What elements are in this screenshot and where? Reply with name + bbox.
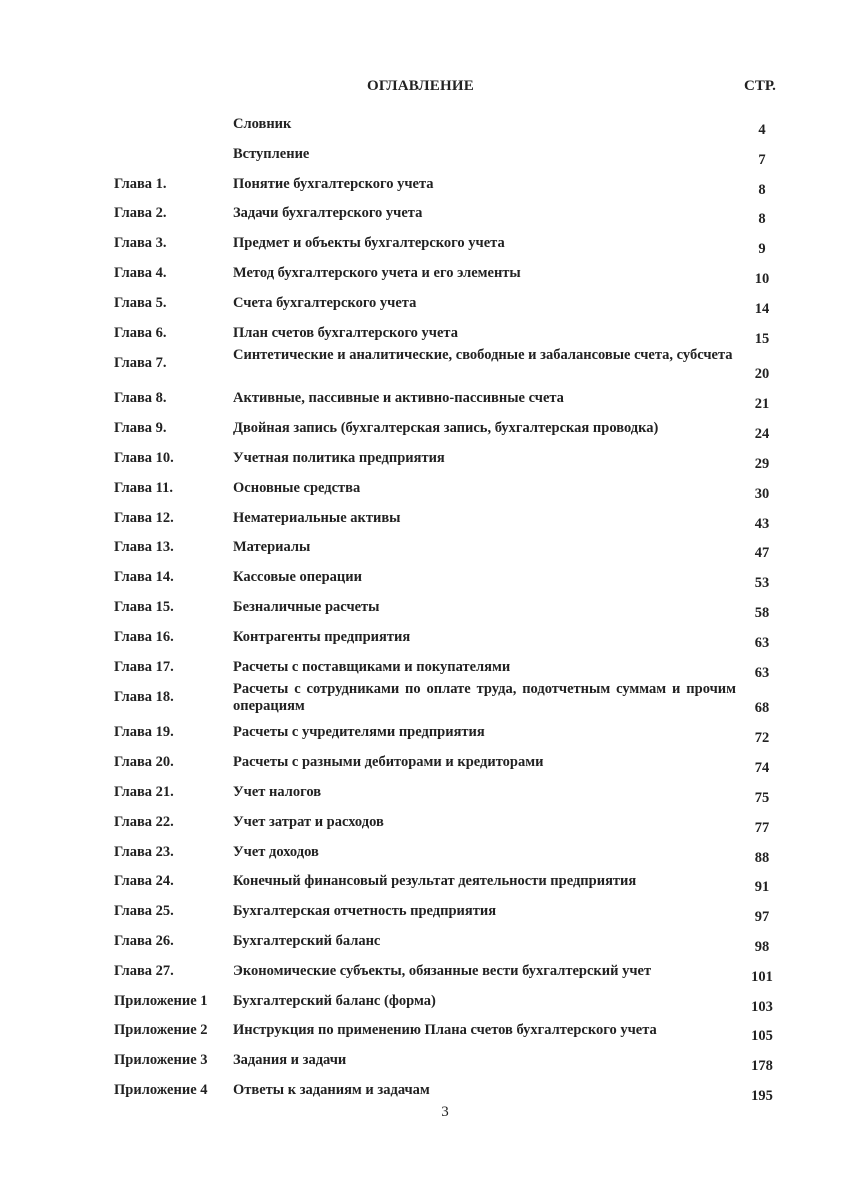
toc-entry [0,987,857,1017]
toc-entry [0,348,857,384]
toc-entry-title: Расчеты с поставщиками и покупателями [233,658,511,675]
toc-entry [0,170,857,200]
toc-entry-title: Бухгалтерский баланс (форма) [233,992,436,1009]
toc-entry-label: Глава 19. [114,724,174,741]
toc-entry-page: 101 [751,968,773,985]
toc-entry-title: Бухгалтерская отчетность предприятия [233,903,497,920]
toc-entry-title: Инструкция по применению Плана счетов бухгалтерского учета [233,1022,657,1039]
toc-entry [0,593,857,623]
toc-entry-page: 195 [751,1087,773,1104]
toc-entry-title: Понятие бухгалтерского учета [233,175,434,192]
toc-entry-page: 63 [754,664,770,681]
toc-entry-title: План счетов бухгалтерского учета [233,324,458,341]
toc-entry-page: 98 [754,938,770,955]
toc-entry-label: Глава 21. [114,783,174,800]
toc-entry-title: Метод бухгалтерского учета и его элементы [233,264,521,281]
toc-entry [0,563,857,593]
toc-entry-label: Глава 7. [114,355,167,372]
toc-entry-page: 29 [754,455,770,472]
toc-entry-page: 7 [758,151,766,168]
toc-entry-title: Кассовые операции [233,569,362,586]
toc-entry-title: Учетная политика предприятия [233,449,445,466]
toc-entry-label: Глава 23. [114,843,174,860]
toc-entry-page: 105 [751,1028,773,1045]
toc-entry-title: Вступление [233,145,310,162]
toc-entry [0,718,857,748]
toc-entry-label: Глава 26. [114,932,174,949]
page-number: 3 [441,1104,449,1120]
toc-entry [0,259,857,289]
toc-entry-page: 75 [754,789,770,806]
toc-entry-page: 8 [758,181,766,198]
toc-entry-page: 10 [754,270,770,287]
toc-entry [0,533,857,563]
toc-entry-label: Глава 1. [114,175,167,192]
toc-entry [0,504,857,534]
toc-entry [0,229,857,259]
toc-entry-title: Двойная запись (бухгалтерская запись, бухгалтерская проводка) [233,420,659,437]
toc-entry-title: Расчеты с разными дебиторами и кредиторами [233,754,544,771]
toc-entry [0,897,857,927]
toc-entry [0,474,857,504]
toc-entry [0,199,857,229]
toc-entry-title: Материалы [233,539,311,556]
toc-entry [0,927,857,957]
toc-entry-title: Контрагенты предприятия [233,628,411,645]
toc-entry-page: 77 [754,819,770,836]
toc-entry [0,110,857,140]
toc-entry [0,319,857,349]
toc-entry-label: Глава 18. [114,689,174,706]
toc-entry-label: Приложение 3 [114,1052,208,1069]
toc-entry-label: Глава 2. [114,205,167,222]
toc-entry-page: 178 [751,1058,773,1075]
toc-entry-page: 9 [758,241,766,258]
toc-entry-title: Ответы к заданиям и задачам [233,1081,430,1098]
toc-entry [0,653,857,683]
toc-entry [0,384,857,414]
toc-title: ОГЛАВЛЕНИЕ [367,78,474,94]
toc-entry-label: Глава 14. [114,569,174,586]
toc-entry-title: Активные, пассивные и активно-пассивные счета [233,390,564,407]
toc-entry-page: 30 [754,485,770,502]
toc-entry-label: Глава 12. [114,509,174,526]
toc-entry-label: Глава 5. [114,294,167,311]
toc-entry [0,957,857,987]
toc-entry-title: Расчеты с учредителями предприятия [233,724,485,741]
toc-entry-title: Основные средства [233,479,361,496]
toc-entry-label: Глава 3. [114,235,167,252]
toc-entry-title: Нематериальные активы [233,509,401,526]
toc-entry-title: Безналичные расчеты [233,598,380,615]
toc-entry-title: Задачи бухгалтерского учета [233,205,423,222]
toc-entry-page: 68 [754,700,770,717]
toc-entry [0,444,857,474]
toc-entry [0,808,857,838]
toc-entry-label: Глава 4. [114,264,167,281]
toc-entry-label: Глава 6. [114,324,167,341]
toc-entry [0,623,857,653]
toc-entry [0,1076,857,1106]
toc-entry [0,414,857,444]
toc-entry-page: 72 [754,730,770,747]
toc-page-column-header: СТР. [744,78,776,94]
toc-entry-page: 91 [754,879,770,896]
toc-entry-label: Глава 20. [114,754,174,771]
toc-entry [0,1046,857,1076]
toc-entry [0,867,857,897]
toc-entry-page: 20 [754,366,770,383]
toc-entry [0,140,857,170]
toc-entry-page: 47 [754,545,770,562]
toc-entry-page: 103 [751,998,773,1015]
toc-entry-label: Глава 8. [114,390,167,407]
toc-entry-label: Глава 25. [114,903,174,920]
toc-entry-title: Расчеты с сотрудниками по оплате труда, подотчетным суммам и прочим операциям [233,681,736,715]
toc-entry-label: Приложение 2 [114,1022,208,1039]
toc-entry-label: Глава 9. [114,420,167,437]
toc-list [0,110,857,1106]
toc-entry-title: Учет налогов [233,783,322,800]
toc-entry-page: 14 [754,300,770,317]
toc-entry-page: 4 [758,122,766,138]
toc-entry [0,682,857,718]
toc-entry-title: Счета бухгалтерского учета [233,294,417,311]
toc-entry-label: Глава 22. [114,813,174,830]
toc-entry [0,748,857,778]
toc-entry-page: 21 [754,396,770,413]
toc-entry-page: 58 [754,604,770,621]
toc-entry-page: 97 [754,909,770,926]
toc-entry-label: Глава 15. [114,598,174,615]
toc-entry-page: 74 [754,760,770,777]
toc-entry [0,778,857,808]
toc-entry-label: Глава 11. [114,479,174,496]
toc-entry-label: Глава 16. [114,628,174,645]
toc-entry [0,1016,857,1046]
toc-entry-page: 8 [758,211,766,228]
toc-entry-title: Экономические субъекты, обязанные вести бухгалтерский учет [233,962,652,979]
toc-entry-page: 43 [754,515,770,532]
toc-entry [0,289,857,319]
toc-entry-page: 15 [754,330,770,347]
toc-entry-title: Учет доходов [233,843,319,860]
toc-entry-title: Бухгалтерский баланс [233,932,381,949]
toc-entry-title: Учет затрат и расходов [233,813,384,830]
toc-entry-title: Словник [233,116,292,132]
toc-entry-title: Предмет и объекты бухгалтерского учета [233,235,505,252]
toc-entry-title: Синтетические и аналитические, свободные и забалансовые счета, субсчета [233,347,733,364]
toc-entry-title: Конечный финансовый результат деятельности предприятия [233,873,637,890]
toc-entry-label: Глава 17. [114,658,174,675]
toc-entry-label: Приложение 4 [114,1081,208,1098]
toc-entry-label: Приложение 1 [114,992,208,1009]
toc-entry [0,838,857,868]
toc-entry-title: Задания и задачи [233,1052,347,1069]
toc-entry-label: Глава 13. [114,539,174,556]
toc-entry-page: 88 [754,849,770,866]
toc-entry-page: 53 [754,575,770,592]
toc-entry-label: Глава 24. [114,873,174,890]
toc-entry-label: Глава 27. [114,962,174,979]
toc-entry-page: 24 [754,426,770,443]
toc-entry-page: 63 [754,634,770,651]
toc-entry-label: Глава 10. [114,449,174,466]
